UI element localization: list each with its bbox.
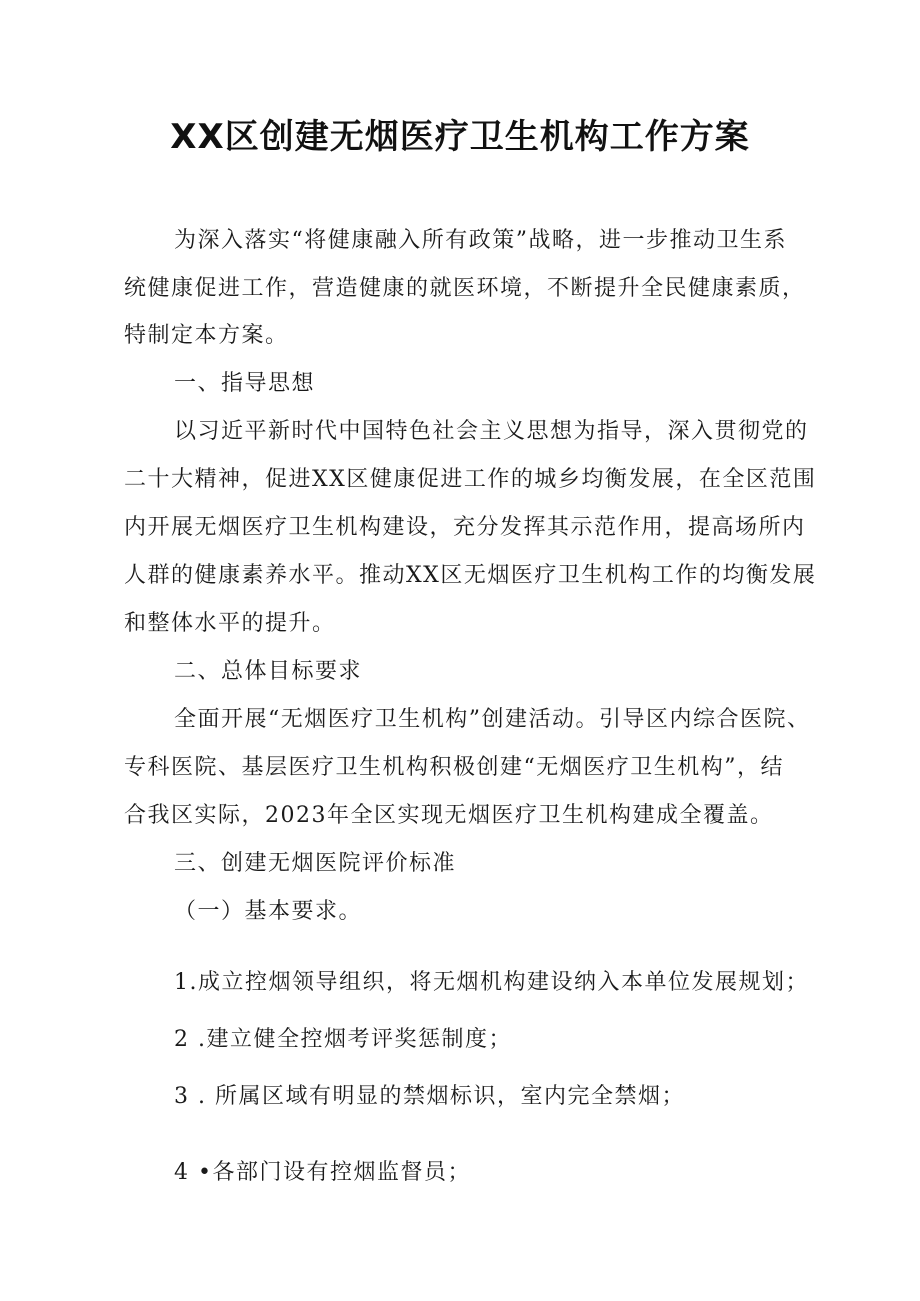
section1-line-4: 人群的健康素养水平。推动XX区无烟医疗卫生机构工作的均衡发展	[124, 563, 817, 588]
intro-line-3: 特制定本方案。	[124, 323, 289, 348]
section3-item-4: 4 •各部门设有控烟监督员；	[174, 1160, 471, 1185]
section2-heading: 二、总体目标要求	[174, 659, 363, 684]
intro-line-2: 统健康促进工作，营造健康的就医环境，不断提升全民健康素质，	[124, 276, 806, 301]
section1-heading: 一、指导思想	[174, 371, 316, 396]
section3-heading: 三、创建无烟医院评价标准	[174, 851, 457, 876]
section1-line-3: 内开展无烟医疗卫生机构建设，充分发挥其示范作用，提高场所内	[124, 515, 806, 540]
section2-line-2: 专科医院、基层医疗卫生机构积极创建“无烟医疗卫生机构”，结	[124, 755, 784, 780]
section1-line-5: 和整体水平的提升。	[124, 611, 336, 636]
section2-line-1: 全面开展“无烟医疗卫生机构”创建活动。引导区内综合医院、	[174, 707, 811, 732]
document-title: XX区创建无烟医疗卫生机构工作方案	[170, 117, 750, 157]
intro-line-1: 为深入落实“将健康融入所有政策”战略，进一步推动卫生系	[174, 228, 787, 253]
section3-item-3: 3 . 所属区域有明显的禁烟标识，室内完全禁烟；	[174, 1084, 685, 1109]
section1-line-2: 二十大精神，促进XX区健康促进工作的城乡均衡发展，在全区范围	[124, 467, 817, 492]
section3-item-2: 2 .建立健全控烟考评奖惩制度；	[174, 1027, 512, 1052]
section2-line-3: 合我区实际，2023年全区实现无烟医疗卫生机构建成全覆盖。	[124, 803, 774, 828]
section3-item-1: 1.成立控烟领导组织，将无烟机构建设纳入本单位发展规划；	[174, 970, 809, 995]
section1-line-1: 以习近平新时代中国特色社会主义思想为指导，深入贯彻党的	[174, 419, 809, 444]
section3-subheading: （一）基本要求。	[174, 899, 363, 924]
